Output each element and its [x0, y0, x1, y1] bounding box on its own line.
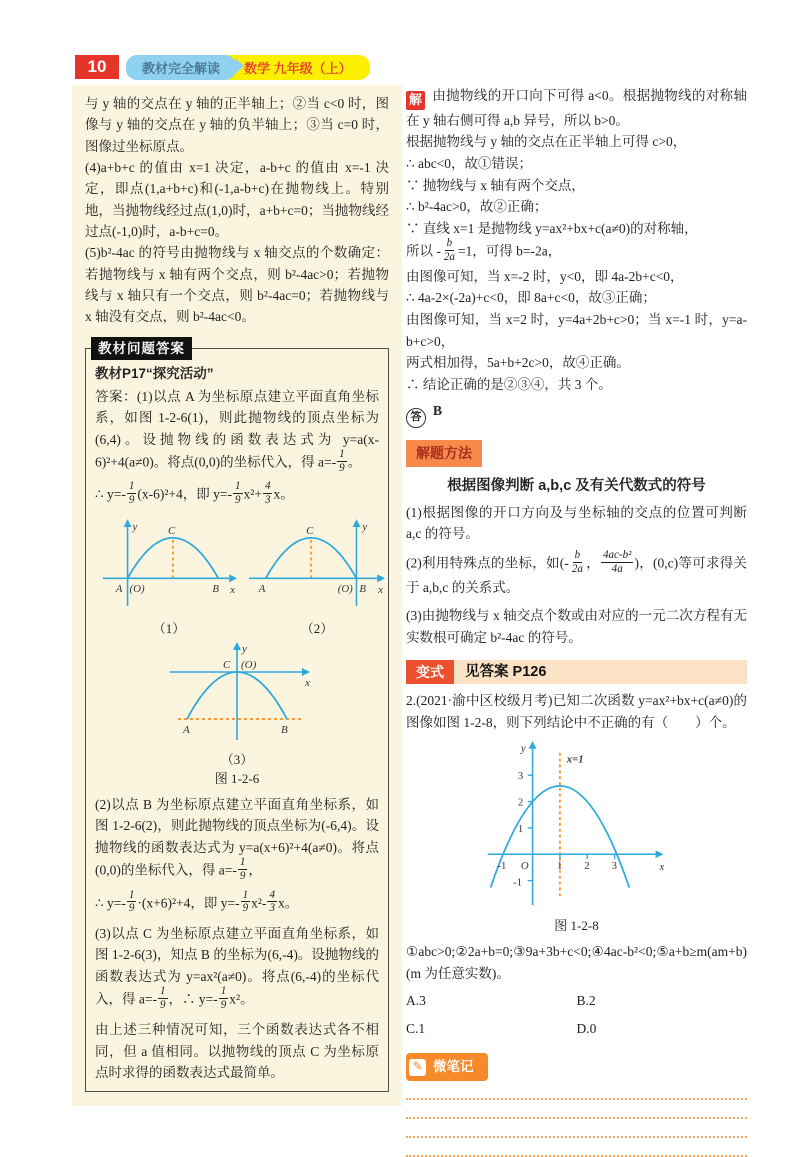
series-tab: 教材完全解读: [126, 55, 236, 80]
svg-text:O: O: [520, 860, 529, 873]
figure-1-2-6-row: [95, 517, 384, 638]
method-title: 根据图像判断 a,b,c 及有关代数式的符号: [447, 477, 706, 494]
method-item: (1)根据图像的开口方向及与坐标轴的交点的位置可判断 a,c 的符号。: [406, 504, 747, 542]
figure-caption: （1）: [152, 621, 186, 637]
svg-text:y: y: [242, 643, 247, 656]
svg-text:1: 1: [556, 860, 563, 873]
variant-conditions: ①abc>0;②2a+b=0;③9a+3b+c<0;④4ac-b²<0;⑤a+b≥m(am+b)(m 为任意实数)。: [406, 943, 747, 981]
svg-text:x: x: [378, 583, 384, 596]
solution-line: 由图像可知，当 x=2 时，y=4a+2b+c>0；当 x=-1 时，y=a-b+c>0，: [406, 312, 747, 349]
option-d: D.0: [576, 1020, 597, 1036]
notes-section: [406, 1053, 747, 1157]
solution-line: 所以 - $\frac{b}{2a}$ =1，可得 b=-2a，: [406, 237, 562, 264]
svg-text:x: x: [230, 583, 236, 596]
parabola-figure-3-icon: [152, 640, 322, 744]
svg-text:B: B: [359, 582, 367, 595]
variant-bar: [406, 660, 747, 684]
option-c: C.1: [406, 1020, 426, 1036]
answer-paragraph: (2)以点 B 为坐标原点建立平面直角坐标系，如图 1-2-6(2)，则此抛物线的顶点坐标为(-6,4)。设抛物线的函数表达式为 y=a(x+6)²+4(a≠0)。将点(0,0)的坐标代入，得 a=- $\frac{1}{9}$ ，: [95, 797, 379, 882]
notes-badge-label: 微笔记: [433, 1059, 474, 1075]
answer-paragraph: 答案：(1)以点 A 为坐标原点建立平面直角坐标系，如图 1-2-6(1)，则此抛物线的顶点坐标为(6,4)。设抛物线的函数表达式为 y=a(x-6)²+4(a≠0)。将点(0,0)的坐标代入，得 a=- $\frac{1}{9}$ 。: [95, 388, 379, 474]
note-line: [406, 1119, 747, 1138]
svg-text:B: B: [281, 724, 288, 737]
answers-box: [85, 340, 389, 1093]
figure-1-2-8: [406, 737, 747, 934]
solution-line: [406, 85, 747, 131]
variant-problem: 2.(2021·渝中区校级月考)已知二次函数 y=ax²+bx+c(a≠0)的图像如图 1-2-8，则下列结论中不正确的有（ ）个。: [406, 693, 747, 730]
solution-line: ∴ 结论正确的是②③④，共 3 个。: [406, 376, 612, 392]
intro-paragraph: (4)a+b+c 的值由 x=1 决定，a-b+c 的值由 x=-1 决定，即点(1,a+b+c)和(-1,a-b+c)在抛物线上。特别地，当抛物线经过点(1,0)时，a+b+c=0；当抛物线经过点(-1,0)时，a-b+c=0。: [85, 159, 389, 239]
page-header: [75, 55, 370, 79]
svg-text:B: B: [212, 582, 220, 595]
note-line: [406, 1138, 747, 1157]
svg-text:y: y: [362, 520, 368, 533]
notes-badge: [406, 1053, 488, 1081]
solution-line: 两式相加得，5a+b+2c>0，故④正确。: [406, 355, 630, 371]
subject-tab: 数学 九年级（上）: [222, 55, 370, 80]
parabola-figure-1-icon: [95, 517, 243, 613]
svg-text:2: 2: [584, 860, 590, 873]
figure-1-2-6-3: [95, 640, 379, 788]
svg-text:(O): (O): [241, 659, 257, 672]
method-item: (3)由抛物线与 x 轴交点个数或由对应的一元二次方程有无实数根可确定 b²-4ac 的符号。: [406, 608, 747, 645]
svg-text:(O): (O): [129, 582, 145, 595]
figure-caption: （2）: [300, 621, 334, 637]
right-column: [406, 85, 747, 1157]
answer-paragraph: 由上述三种情况可知，三个函数表达式各不相同，但 a 值相同。以抛物线的顶点 C 为坐标原点时求得的函数表达式最简单。: [95, 1022, 379, 1081]
intro-paragraph: 与 y 轴的交点在 y 轴的正半轴上；②当 c<0 时，图像与 y 轴的交点在 y 轴的负半轴上；③当 c=0 时，图像过坐标原点。: [85, 96, 389, 154]
answers-heading: 教材P17“探究活动”: [95, 365, 214, 381]
svg-text:A: A: [258, 582, 266, 595]
variant-reference: 见答案 P126: [465, 663, 547, 680]
option-a: A.3: [406, 993, 426, 1009]
svg-text:x: x: [305, 677, 310, 690]
parabola-graph-icon: [474, 737, 679, 909]
figure-1-2-6-caption: 图 1-2-6: [214, 771, 260, 787]
svg-text:(O): (O): [337, 582, 353, 595]
svg-text:y: y: [132, 520, 138, 533]
svg-text:-1: -1: [513, 876, 522, 889]
option-b: B.2: [576, 993, 596, 1009]
note-line: [406, 1100, 747, 1119]
intro-paragraph: (5)b²-4ac 的符号由抛物线与 x 轴交点的个数确定：若抛物线与 x 轴有两个交点，则 b²-4ac>0；若抛物线与 x 轴只有一个交点，则 b²-4ac=0；若抛物线与 x 轴没有交点，则 b²-4ac<0。: [85, 245, 389, 325]
solution-icon: 解: [406, 91, 425, 110]
parabola-figure-2-icon: [243, 517, 391, 613]
svg-text:C: C: [306, 524, 314, 537]
svg-text:x=1: x=1: [566, 753, 584, 766]
answer-formula: ∴ y=- $\frac{1}{9}$ ·(x+6)²+4，即 y=- $\frac{1}{9}$ x²- $\frac{4}{3}$ x。: [95, 888, 299, 915]
method-badge: 解题方法: [406, 440, 482, 466]
svg-text:x: x: [659, 861, 665, 874]
figure-1-2-8-caption: 图 1-2-8: [554, 918, 599, 934]
svg-text:C: C: [168, 524, 176, 537]
svg-text:A: A: [115, 582, 123, 595]
note-line: [406, 1081, 747, 1100]
svg-text:C: C: [223, 659, 231, 672]
svg-text:2: 2: [517, 796, 524, 809]
left-column: [72, 85, 402, 1106]
solution-line: ∴ 4a-2×(-2a)+c<0，即 8a+c<0，故③正确；: [406, 290, 656, 306]
solution-line: ∵ 直线 x=1 是抛物线 y=ax²+bx+c(a≠0)的对称轴，: [406, 220, 698, 236]
solution-line: ∵ 抛物线与 x 轴有两个交点，: [406, 177, 585, 193]
options-grid: [406, 990, 747, 1039]
svg-text:y: y: [520, 743, 526, 756]
solution-line: 根据抛物线与 y 轴的交点在正半轴上可得 c>0，: [406, 134, 687, 150]
figure-caption: （3）: [220, 752, 254, 768]
answers-box-label: 教材问题答案: [91, 337, 192, 360]
svg-text:A: A: [183, 724, 190, 737]
answer-formula: ∴ y=- $\frac{1}{9}$ (x-6)²+4，即 y=- $\frac{1}{9}$ x²+ $\frac{4}{3}$ x。: [95, 480, 294, 507]
variant-badge: 变式: [406, 660, 454, 684]
figure-1-2-6-2: [243, 517, 391, 638]
svg-text:3: 3: [611, 860, 618, 873]
svg-text:3: 3: [517, 770, 524, 783]
svg-text:1: 1: [517, 823, 524, 836]
method-item: (2)利用特殊点的坐标，如(- $\frac{b}{2a}$ ， $\frac{\text{4ac-b²}}{4a}$ )，(0,c)等可求得关于 a,b,c 的关系式。: [406, 549, 748, 596]
answer-value: B: [433, 403, 443, 419]
solution-text: 由抛物线的开口向下可得 a<0。根据抛物线的对称轴在 y 轴右侧可得 a,b 异号，所以 b>0。: [406, 88, 747, 128]
solution-line: ∴ abc<0，故①错误；: [406, 156, 533, 172]
page-number: 10: [75, 55, 119, 79]
answer-line: [406, 400, 747, 428]
pencil-icon: ✎: [409, 1059, 426, 1076]
figure-1-2-6-1: [95, 517, 243, 638]
solution-line: ∴ b²-4ac>0，故②正确；: [406, 199, 548, 215]
answer-icon: 答: [406, 408, 426, 428]
solution-line: 由图像可知，当 x=-2 时，y<0，即 4a-2b+c<0，: [406, 268, 684, 284]
svg-text:-1: -1: [497, 860, 507, 873]
answer-paragraph: (3)以点 C 为坐标原点建立平面直角坐标系，如图 1-2-6(3)，知点 B 的坐标为(6,-4)。设抛物线的函数表达式为 y=ax²(a≠0)。将点(6,-4)的坐标代入，得 a=- $\frac{1}{9}$ ，∴ y=- $\frac{1}{9}$ x²。: [95, 925, 379, 1011]
